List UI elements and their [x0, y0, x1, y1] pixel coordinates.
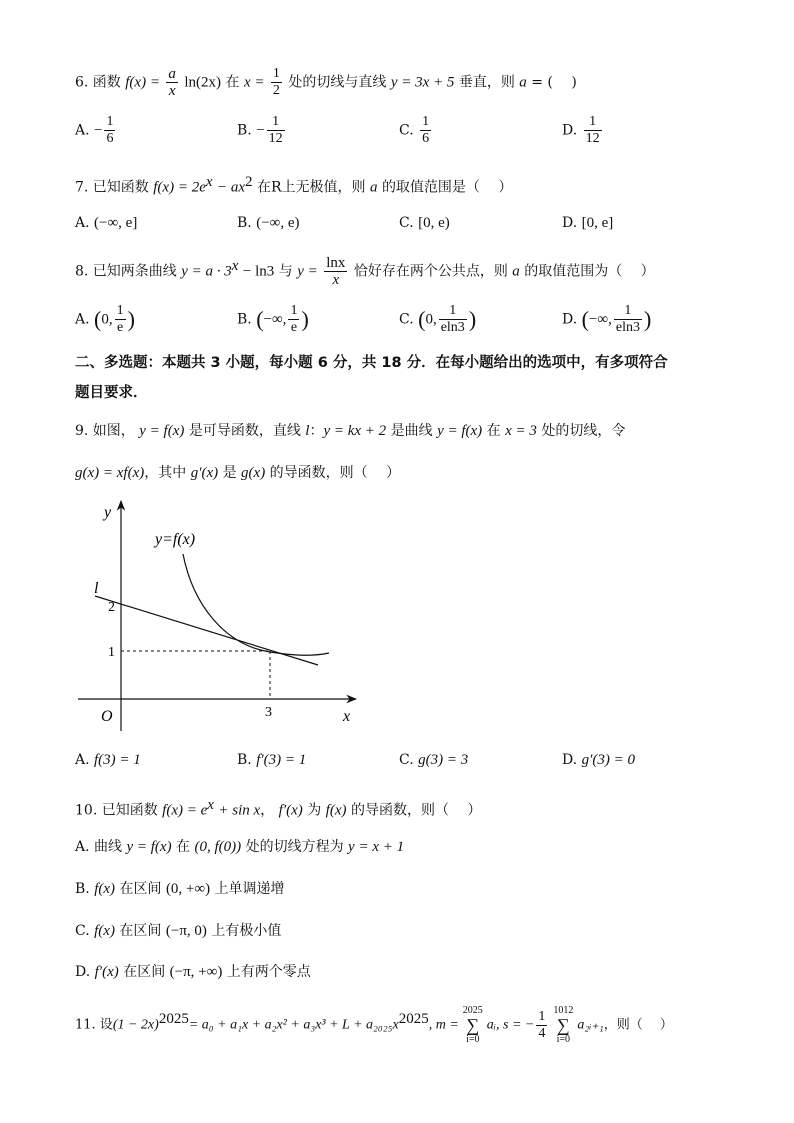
option-end: 上单调递增	[214, 881, 285, 897]
option-func: f(x)	[94, 881, 116, 897]
option-interval: (0, +∞)	[165, 881, 211, 897]
q9-l: l	[305, 423, 310, 439]
option-den: 12	[268, 131, 283, 146]
option-point: (0, f(0))	[194, 839, 242, 855]
q8-stem	[75, 255, 655, 288]
q9-func: y = f(x)	[139, 423, 185, 439]
q11-sum2-top: 1012	[553, 1005, 574, 1016]
option-num: 1	[584, 114, 602, 131]
q11-expansion: = a₀ + a₁x + a₂x² + a₃x³ + L + a₂₀₂₅x	[188, 1017, 399, 1033]
q8-option-c[interactable]	[399, 303, 476, 336]
option-end: 上有极小值	[211, 923, 282, 939]
tangent-line	[95, 596, 318, 665]
q7-text-c: 的取值范围是（ ）	[381, 179, 513, 196]
option-label: B.	[237, 311, 252, 328]
option-text: g(3) = 3	[418, 752, 469, 768]
option-den: 6	[106, 131, 114, 146]
option-label: D.	[562, 311, 578, 328]
option-mid: 在区间	[119, 881, 162, 897]
q7-sup: x	[205, 174, 213, 190]
option-label: C.	[399, 752, 414, 768]
option-left: −∞,	[588, 311, 612, 328]
option-sign: −	[256, 122, 265, 139]
option-num: 1	[267, 114, 285, 131]
q11-s: , s = −	[496, 1017, 535, 1033]
q9-x: x = 3	[505, 423, 537, 439]
q9-g-def: g(x) = xf(x)	[75, 465, 145, 481]
option-num: 1	[106, 114, 114, 129]
option-label: B.	[237, 752, 252, 768]
option-den: 12	[585, 131, 600, 146]
q8-option-b[interactable]	[237, 303, 309, 336]
option-left: 0,	[101, 311, 113, 328]
sigma-icon: ∑	[466, 1015, 480, 1035]
option-label: B.	[237, 215, 252, 231]
q10-func: f(x) = e	[162, 802, 208, 819]
q6-func: f(x) =	[125, 74, 160, 91]
q6-frac-half-num: 1	[272, 66, 280, 81]
sigma-icon: ∑	[556, 1015, 570, 1035]
q11-expr: (1 − 2x)	[112, 1017, 159, 1033]
option-text: [0, e)	[418, 215, 450, 231]
q7-text-b: 在R上无极值，则	[256, 179, 366, 196]
paren-left: (	[418, 306, 426, 332]
curve-fx	[183, 554, 329, 655]
q11-sum1-top: 2025	[462, 1005, 483, 1016]
q8-option-d[interactable]	[562, 303, 651, 336]
option-label: D.	[562, 752, 578, 768]
option-text: g′(3) = 0	[581, 752, 636, 768]
section-heading-line2: 题目要求．	[75, 385, 148, 401]
q6-text-d: 垂直，则	[458, 74, 515, 91]
q6-frac-half	[271, 66, 282, 99]
q11-sum1-term: aᵢ	[486, 1017, 496, 1033]
q11-pow2: 2025	[398, 1011, 429, 1028]
paren-left: (	[256, 306, 264, 332]
q10-text-c: 为	[307, 802, 322, 819]
q9-text-b: 是可导函数，直线	[188, 423, 301, 439]
q7-option-b[interactable]	[237, 213, 300, 233]
option-den: eln3	[440, 320, 465, 335]
q8-frac	[324, 255, 347, 288]
option-eq: y = x + 1	[348, 839, 405, 855]
q8-sup: x	[231, 257, 239, 274]
q9-text-g: 处的切线，令	[541, 423, 626, 439]
q7-func2: − ax	[217, 179, 246, 196]
q9-option-a[interactable]	[75, 750, 141, 770]
option-label: A.	[75, 311, 90, 328]
q9-text-b2: 是	[222, 465, 237, 481]
q9-text-c: ：	[309, 423, 324, 439]
option-frac	[267, 114, 285, 147]
option-label: B.	[237, 122, 252, 139]
option-end: 上有两个零点	[226, 964, 311, 980]
q9-text-a2: ，其中	[144, 465, 187, 481]
q11-text-a: 11. 设	[75, 1017, 113, 1033]
option-frac	[104, 114, 115, 147]
q10-text-d: 的导函数，则（ ）	[350, 802, 482, 819]
option-num: 1	[439, 303, 467, 320]
q6-frac-half-den: 2	[272, 83, 280, 98]
paren-right: )	[301, 306, 309, 332]
q6-text-c: 处的切线与直线	[288, 74, 387, 91]
q9-stem-line2	[75, 463, 400, 483]
q8-curve1: y = a · 3	[181, 263, 232, 280]
q9-text-e: 在	[486, 423, 501, 439]
q9-option-c[interactable]	[399, 750, 468, 770]
option-frac	[288, 303, 299, 336]
q10-option-b[interactable]	[75, 879, 285, 899]
origin-label: O	[101, 708, 113, 725]
option-text: (−∞, e)	[256, 215, 300, 231]
q9-func2: y = f(x)	[437, 423, 483, 439]
option-label: A.	[75, 122, 90, 139]
option-label: A.	[75, 215, 90, 231]
tick-2: 2	[108, 600, 115, 615]
option-func: f(x)	[94, 923, 115, 939]
option-text: f′(3) = 1	[256, 752, 307, 768]
option-interval: (−π, 0)	[165, 923, 207, 939]
option-label: D.	[75, 964, 91, 980]
option-sign: −	[94, 122, 103, 139]
option-frac	[614, 303, 642, 336]
q11-frac-den: 4	[538, 1025, 546, 1041]
q6-text-b: 在	[225, 74, 240, 91]
q9-stem-line1	[75, 421, 625, 441]
q11-m: , m =	[428, 1017, 459, 1033]
paren-left: (	[94, 306, 102, 332]
paren-left: (	[581, 306, 589, 332]
x-axis-label: x	[343, 708, 351, 725]
q10-sup: x	[207, 797, 214, 813]
q6-option-c[interactable]	[399, 114, 433, 147]
paren-right: )	[468, 306, 477, 332]
option-label: C.	[399, 122, 414, 139]
q8-frac-num: lnx	[326, 255, 346, 271]
q7-var: a	[369, 179, 378, 196]
q8-text-b: 与	[278, 263, 293, 280]
option-text: (−∞, e]	[94, 215, 138, 231]
option-left: −∞,	[263, 311, 287, 328]
q6-x: x =	[243, 74, 265, 91]
q6-text-a: 6. 函数	[75, 74, 121, 91]
q7-option-c[interactable]	[399, 213, 450, 233]
q9-gprime: g′(x)	[190, 465, 219, 481]
option-label: A. 曲线	[75, 839, 123, 855]
q8-curve1b: − ln3	[242, 263, 275, 280]
option-den: 6	[422, 131, 430, 146]
tick-1: 1	[108, 645, 115, 660]
q8-text-a: 8. 已知两条曲线	[75, 263, 177, 280]
q6-frac-a	[166, 66, 178, 99]
q7-option-d[interactable]	[562, 213, 613, 233]
q11-frac-num: 1	[538, 1008, 546, 1024]
q6-text-e: = ( )	[531, 74, 577, 91]
option-label: B.	[75, 881, 90, 897]
q11-pow: 2025	[158, 1011, 189, 1028]
q9-option-d[interactable]	[562, 750, 635, 770]
q10-func2: + sin x	[218, 802, 261, 819]
option-den: e	[116, 320, 124, 335]
q6-frac-a-num: a	[168, 66, 176, 82]
option-frac	[420, 114, 431, 147]
option-text: [0, e]	[581, 215, 614, 231]
paren-right: )	[643, 306, 652, 332]
q6-ln: ln(2x)	[184, 74, 222, 91]
q9-line-eq: y = kx + 2	[323, 423, 387, 439]
option-num: 1	[422, 114, 430, 129]
option-interval: (−π, +∞)	[169, 964, 223, 980]
q9-text-c2: 的导函数，则（ ）	[269, 465, 401, 481]
q8-frac-den: x	[332, 272, 340, 288]
q6-line-eq: y = 3x + 5	[390, 74, 455, 91]
q10-text-b: ，	[260, 802, 275, 819]
option-label: D.	[562, 122, 578, 139]
option-den: e	[290, 320, 298, 335]
section-heading	[75, 350, 725, 406]
q11-stem	[75, 1005, 673, 1045]
q11-sum1	[461, 1005, 485, 1045]
q6-frac-a-den: x	[168, 83, 176, 99]
q7-option-a[interactable]	[75, 213, 137, 233]
q7-func: f(x) = 2e	[153, 179, 206, 196]
paren-right: )	[127, 306, 135, 332]
q6-option-a[interactable]	[75, 114, 117, 147]
option-func: f′(x)	[94, 964, 119, 980]
q6-var: a	[519, 74, 527, 91]
q7-stem	[75, 172, 512, 198]
q8-option-a[interactable]	[75, 303, 135, 336]
q10-func3: f(x)	[325, 802, 347, 819]
option-mid: 在区间	[123, 964, 166, 980]
option-left: 0,	[425, 311, 437, 328]
q6-stem	[75, 66, 577, 99]
q9-text-d: 是曲线	[390, 423, 433, 439]
q9-option-b[interactable]	[237, 750, 306, 770]
option-den: eln3	[615, 320, 640, 335]
curve-label: y=f(x)	[155, 531, 196, 548]
q11-text-end: ，则（ ）	[603, 1017, 673, 1033]
q10-fprime: f′(x)	[278, 802, 303, 819]
line-label: l	[94, 580, 99, 597]
q11-sum2-bottom: i=0	[556, 1034, 571, 1045]
option-mid: 在区间	[119, 923, 162, 939]
q8-text-c: 恰好存在两个公共点，则	[353, 263, 508, 280]
q6-option-b[interactable]	[237, 114, 287, 147]
option-num: 1	[290, 303, 298, 318]
option-func: y = f(x)	[126, 839, 172, 855]
q7-text-a: 7. 已知函数	[75, 179, 149, 196]
option-num: 1	[614, 303, 642, 320]
q10-option-d[interactable]	[75, 962, 311, 982]
q9-figure	[75, 495, 375, 735]
option-text: f(3) = 1	[94, 752, 141, 768]
option-label: C.	[399, 311, 414, 328]
q11-sum2	[551, 1005, 575, 1045]
option-label: C.	[399, 215, 414, 231]
option-label: A.	[75, 752, 90, 768]
y-axis-label: y	[104, 504, 112, 521]
q9-g: g(x)	[241, 465, 266, 481]
q8-var: a	[512, 263, 520, 280]
q6-option-d[interactable]	[562, 114, 604, 147]
q11-sum1-bottom: i=0	[466, 1034, 480, 1045]
option-label: D.	[562, 215, 578, 231]
q10-stem	[75, 795, 481, 821]
option-mid: 在	[176, 839, 191, 855]
q8-text-d: 的取值范围为（ ）	[524, 263, 655, 280]
q10-text-a: 10. 已知函数	[75, 802, 158, 819]
q7-sup2: 2	[245, 174, 253, 190]
q9-text-a: 9. 如图，	[75, 423, 135, 439]
q11-frac	[536, 1009, 547, 1042]
section-heading-line1: 二、多选题：本题共 3 小题，每小题 6 分，共 18 分．在每小题给出的选项中，有多项符合	[75, 355, 668, 371]
option-label: C.	[75, 923, 90, 939]
tick-3: 3	[265, 705, 272, 720]
option-frac	[439, 303, 467, 336]
q10-option-a[interactable]	[75, 837, 404, 857]
q10-option-c[interactable]	[75, 921, 281, 941]
q11-sum2-term: a₂ᵢ₊₁	[577, 1017, 604, 1033]
q8-y: y =	[297, 263, 318, 280]
option-mid2: 处的切线方程为	[245, 839, 344, 855]
option-frac	[584, 114, 602, 147]
option-num: 1	[116, 303, 124, 318]
option-frac	[115, 303, 126, 336]
